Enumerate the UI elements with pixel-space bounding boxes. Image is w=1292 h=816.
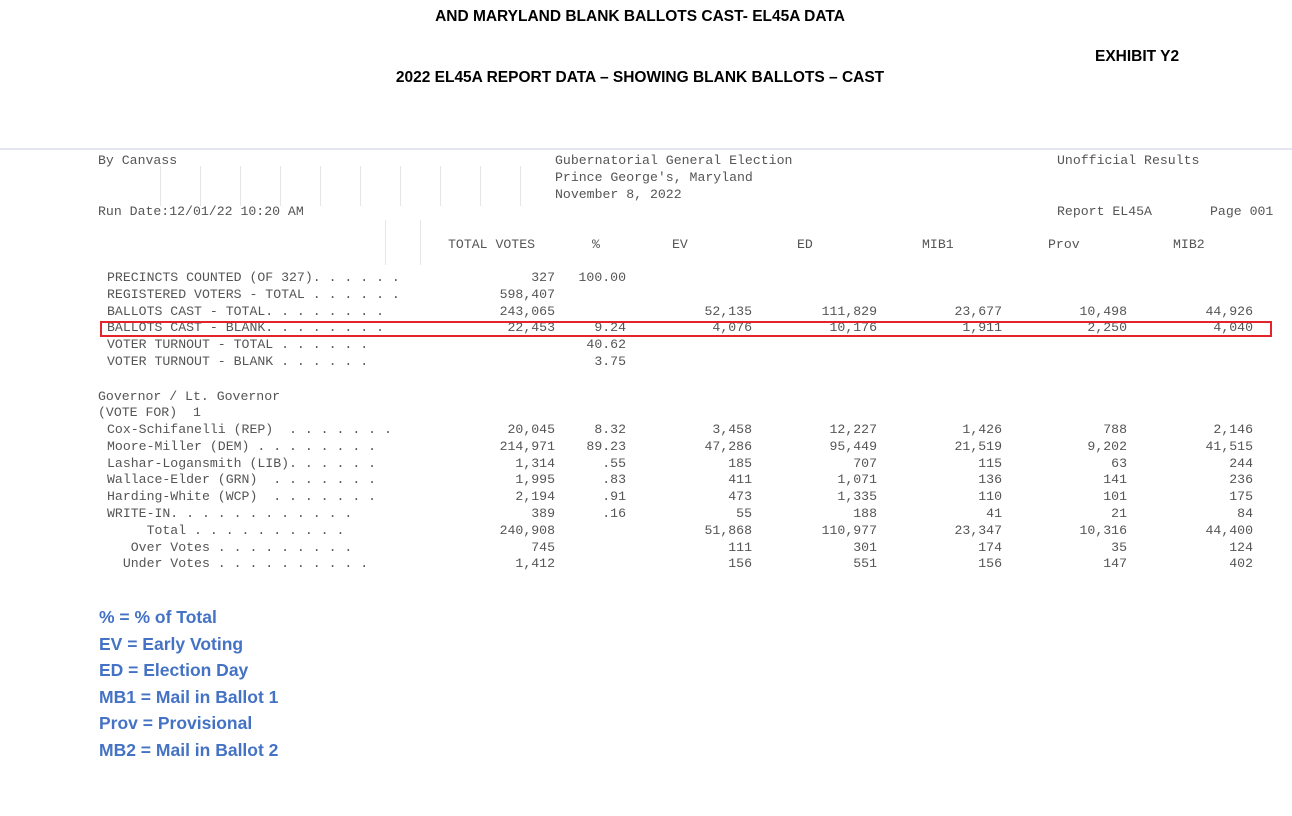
page-number: Page 001 bbox=[1210, 204, 1274, 219]
mib1-cell: 156 bbox=[978, 556, 1002, 572]
total-votes-cell: 598,407 bbox=[499, 286, 555, 302]
mib2-cell: 44,926 bbox=[1205, 303, 1253, 319]
total-votes-cell: 389 bbox=[531, 506, 555, 521]
ev-cell: 473 bbox=[728, 489, 752, 505]
report-faint-rule bbox=[280, 166, 281, 206]
pct-cell: 100.00 bbox=[578, 270, 626, 285]
row-label: Wallace-Elder (GRN) . . . . . . . bbox=[107, 472, 377, 488]
prov-cell: 21 bbox=[1111, 506, 1127, 521]
report-faint-rule bbox=[480, 166, 481, 206]
mib1-cell: 174 bbox=[978, 539, 1002, 555]
col-header-mib2: MIB2 bbox=[1173, 237, 1205, 252]
mib2-cell: 84 bbox=[1237, 506, 1253, 521]
ed-cell: 10,176 bbox=[829, 320, 877, 336]
legend-item: MB2 = Mail in Ballot 2 bbox=[99, 739, 279, 760]
run-date: Run Date:12/01/22 10:20 AM bbox=[98, 204, 304, 219]
legend-item: MB1 = Mail in Ballot 1 bbox=[99, 686, 279, 707]
row-label: Total . . . . . . . . . . bbox=[107, 522, 345, 538]
table-row bbox=[0, 354, 1292, 370]
prov-cell: 10,316 bbox=[1079, 522, 1127, 538]
report-heading-line2: 2022 EL45A REPORT DATA – SHOWING BLANK BALLOTS – CAST bbox=[395, 69, 885, 86]
column-header-row bbox=[0, 237, 1292, 253]
total-votes-cell: 1,412 bbox=[515, 556, 555, 572]
legend-item: Prov = Provisional bbox=[99, 713, 253, 733]
ev-cell: 156 bbox=[728, 556, 752, 572]
legend-item: EV = Early Voting bbox=[99, 633, 244, 654]
pct-cell: 8.32 bbox=[594, 422, 626, 437]
prov-cell: 788 bbox=[1103, 422, 1127, 437]
report-faint-rule bbox=[200, 166, 201, 206]
table-row bbox=[0, 422, 1292, 438]
row-label: Under Votes . . . . . . . . . . bbox=[107, 556, 369, 572]
pct-cell: .16 bbox=[602, 506, 626, 521]
ev-cell: 411 bbox=[728, 472, 752, 488]
table-row bbox=[0, 304, 1292, 320]
table-row bbox=[0, 337, 1292, 353]
mib2-cell: 124 bbox=[1229, 539, 1253, 555]
by-canvass: By Canvass bbox=[98, 153, 178, 168]
ev-cell: 55 bbox=[736, 506, 752, 521]
row-label: PRECINCTS COUNTED (OF 327). . . . . . bbox=[107, 270, 400, 285]
prov-cell: 35 bbox=[1111, 539, 1127, 555]
exhibit-label: EXHIBIT Y2 bbox=[1095, 48, 1180, 65]
legend-item: ED = Election Day bbox=[99, 660, 249, 680]
report-top-rule bbox=[0, 148, 1292, 150]
table-row bbox=[0, 456, 1292, 472]
total-votes-cell: 240,908 bbox=[499, 522, 555, 538]
row-label: BALLOTS CAST - TOTAL. . . . . . . . bbox=[107, 303, 384, 319]
pct-cell: 89.23 bbox=[586, 438, 626, 454]
mib2-cell: 175 bbox=[1229, 489, 1253, 505]
col-header-total-votes: TOTAL VOTES bbox=[448, 237, 536, 252]
mib2-cell: 44,400 bbox=[1205, 522, 1253, 538]
row-label: Over Votes . . . . . . . . . bbox=[107, 539, 353, 555]
col-header-ed: ED bbox=[797, 237, 813, 252]
abbreviation-legend bbox=[99, 604, 278, 763]
mib1-cell: 1,911 bbox=[962, 320, 1002, 336]
ev-cell: 111 bbox=[728, 539, 752, 555]
row-label: Lashar-Logansmith (LIB). . . . . . bbox=[107, 455, 377, 471]
report-faint-rule bbox=[520, 166, 521, 206]
election-date: November 8, 2022 bbox=[555, 187, 682, 202]
ed-cell: 301 bbox=[853, 539, 877, 555]
table-row bbox=[0, 287, 1292, 303]
pct-cell: 9.24 bbox=[594, 320, 626, 336]
pct-cell: .91 bbox=[602, 489, 626, 505]
ev-cell: 3,458 bbox=[712, 422, 752, 437]
table-row bbox=[0, 270, 1292, 286]
mib1-cell: 41 bbox=[986, 506, 1002, 521]
ev-cell: 47,286 bbox=[704, 438, 752, 454]
mib2-cell: 4,040 bbox=[1213, 320, 1253, 336]
row-label: VOTER TURNOUT - TOTAL . . . . . . bbox=[107, 337, 369, 353]
ed-cell: 551 bbox=[853, 556, 877, 572]
election-title: Gubernatorial General Election bbox=[555, 153, 793, 168]
prov-cell: 101 bbox=[1103, 489, 1127, 505]
county-name: Prince George's, Maryland bbox=[555, 170, 753, 185]
blank-ballots-highlight-box bbox=[100, 321, 1272, 337]
total-votes-cell: 1,995 bbox=[515, 472, 555, 488]
report-heading-line1: AND MARYLAND BLANK BALLOTS CAST- EL45A DATA bbox=[435, 8, 845, 25]
pct-cell: 3.75 bbox=[594, 354, 626, 369]
row-label: BALLOTS CAST - BLANK. . . . . . . . bbox=[107, 320, 384, 336]
ev-cell: 4,076 bbox=[712, 320, 752, 336]
row-label: REGISTERED VOTERS - TOTAL . . . . . . bbox=[107, 286, 400, 302]
report-faint-rule bbox=[440, 166, 441, 206]
table-row bbox=[0, 506, 1292, 522]
total-votes-cell: 20,045 bbox=[507, 422, 555, 437]
ed-cell: 1,071 bbox=[837, 472, 877, 488]
total-votes-cell: 214,971 bbox=[499, 438, 555, 454]
col-header-mib1: MIB1 bbox=[922, 237, 954, 252]
pct-cell: 40.62 bbox=[586, 337, 626, 353]
row-label: Cox-Schifanelli (REP) . . . . . . . bbox=[107, 422, 392, 437]
row-label: VOTER TURNOUT - BLANK . . . . . . bbox=[107, 354, 369, 369]
row-label: Harding-White (WCP) . . . . . . . bbox=[107, 489, 377, 505]
legend-item: % = % of Total bbox=[99, 607, 217, 627]
ed-cell: 110,977 bbox=[821, 522, 877, 538]
ev-cell: 52,135 bbox=[704, 303, 752, 319]
mib2-cell: 244 bbox=[1229, 455, 1253, 471]
row-label: WRITE-IN. . . . . . . . . . . . bbox=[107, 506, 353, 521]
mib1-cell: 115 bbox=[978, 455, 1002, 471]
table-row bbox=[0, 472, 1292, 488]
mib2-cell: 41,515 bbox=[1205, 438, 1253, 454]
ed-cell: 95,449 bbox=[829, 438, 877, 454]
table-row bbox=[0, 489, 1292, 505]
total-votes-cell: 22,453 bbox=[507, 320, 555, 336]
mib1-cell: 23,677 bbox=[954, 303, 1002, 319]
mib2-cell: 402 bbox=[1229, 556, 1253, 572]
mib1-cell: 1,426 bbox=[962, 422, 1002, 437]
vote-for: (VOTE FOR) 1 bbox=[98, 405, 201, 420]
ev-cell: 51,868 bbox=[704, 522, 752, 538]
table-row bbox=[0, 439, 1292, 455]
mib1-cell: 21,519 bbox=[954, 438, 1002, 454]
prov-cell: 141 bbox=[1103, 472, 1127, 488]
report-faint-rule bbox=[360, 166, 361, 206]
el45a-report-scan bbox=[0, 148, 1292, 578]
ed-cell: 12,227 bbox=[829, 422, 877, 437]
mib2-cell: 236 bbox=[1229, 472, 1253, 488]
table-row bbox=[0, 556, 1292, 572]
pct-cell: .83 bbox=[602, 472, 626, 488]
prov-cell: 9,202 bbox=[1087, 438, 1127, 454]
pct-cell: .55 bbox=[602, 455, 626, 471]
total-votes-cell: 243,065 bbox=[499, 303, 555, 319]
prov-cell: 2,250 bbox=[1087, 320, 1127, 336]
mib2-cell: 2,146 bbox=[1213, 422, 1253, 437]
ed-cell: 111,829 bbox=[821, 303, 877, 319]
prov-cell: 10,498 bbox=[1079, 303, 1127, 319]
mib1-cell: 23,347 bbox=[954, 522, 1002, 538]
table-row bbox=[0, 523, 1292, 539]
report-id: Report EL45A bbox=[1057, 204, 1152, 219]
col-header-ev: EV bbox=[672, 237, 688, 252]
contest-title: Governor / Lt. Governor bbox=[98, 389, 281, 404]
col-header-prov: Prov bbox=[1048, 237, 1080, 252]
total-votes-cell: 2,194 bbox=[515, 489, 555, 505]
results-status: Unofficial Results bbox=[1057, 153, 1200, 168]
mib1-cell: 110 bbox=[978, 489, 1002, 505]
report-faint-rule bbox=[240, 166, 241, 206]
table-row bbox=[0, 540, 1292, 556]
prov-cell: 63 bbox=[1111, 455, 1127, 471]
ed-cell: 1,335 bbox=[837, 489, 877, 505]
ed-cell: 707 bbox=[853, 455, 877, 471]
col-header-pct: % bbox=[592, 237, 600, 252]
prov-cell: 147 bbox=[1103, 556, 1127, 572]
row-label: Moore-Miller (DEM) . . . . . . . . bbox=[107, 438, 377, 454]
ed-cell: 188 bbox=[853, 506, 877, 521]
total-votes-cell: 745 bbox=[531, 539, 555, 555]
ev-cell: 185 bbox=[728, 455, 752, 471]
mib1-cell: 136 bbox=[978, 472, 1002, 488]
total-votes-cell: 1,314 bbox=[515, 455, 555, 471]
report-faint-rule bbox=[320, 166, 321, 206]
report-faint-rule bbox=[160, 166, 161, 206]
report-faint-rule bbox=[400, 166, 401, 206]
total-votes-cell: 327 bbox=[531, 270, 555, 285]
